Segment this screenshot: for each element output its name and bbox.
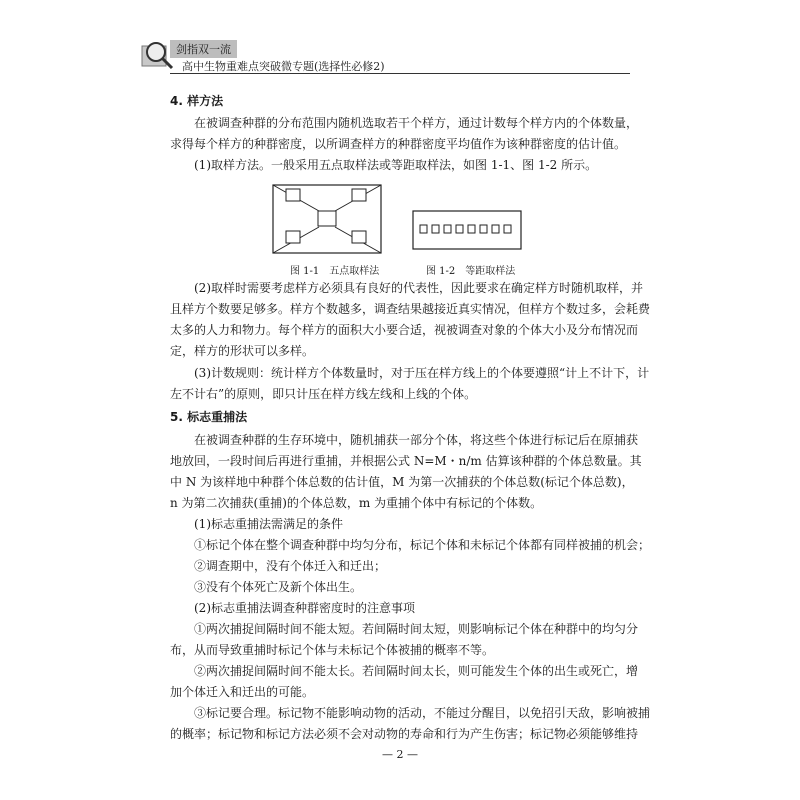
section5-cond-title: (1)标志重捕法需满足的条件 xyxy=(194,517,343,531)
section4-item3-2: 左不计右”的原则，即只计压在样方线左线和上线的个体。 xyxy=(170,387,477,401)
section4-intro-1: 在被调查种群的分布范围内随机选取若干个样方，通过计数每个样方内的个体数量， xyxy=(194,116,639,130)
section5-note1-2: 布，从而导致重捕时标记个体与未标记个体被捕的概率不等。 xyxy=(170,643,495,657)
section4-item2-2: 且样方个数要足够多。样方个数越多，调查结果越接近真实情况，但样方个数过多，会耗费 xyxy=(170,302,651,316)
section5-note1-1: ①两次捕捉间隔时间不能太短。若间隔时间太短，则影响标记个体在种群中的均匀分 xyxy=(194,622,639,636)
section4-item1: (1)取样方法。一般采用五点取样法或等距取样法，如图 1-1、图 1-2 所示。 xyxy=(194,158,598,172)
section5-cond-2: ②调查期中，没有个体迁入和迁出； xyxy=(194,559,387,573)
section4-intro-2: 求得每个样方的种群密度，以所调查样方的种群密度平均值作为该种群密度的估计值。 xyxy=(170,137,627,151)
equidistant-diagram xyxy=(412,210,522,250)
page-number: — 2 — xyxy=(382,748,418,761)
section5-intro-4: n 为第二次捕获(重捕)的个体总数，m 为重捕个体中有标记的个体数。 xyxy=(170,496,543,510)
figure-1-1 xyxy=(272,184,382,254)
section5-cond-1: ①标记个体在整个调查种群中均匀分布，标记个体和未标记个体都有同样被捕的机会； xyxy=(194,538,651,552)
section5-intro-3: 中 N 为该样地中种群个体总数的估计值，M 为第一次捕获的个体总数(标记个体总数)， xyxy=(170,475,634,489)
section5-intro-1: 在被调查种群的生存环境中，随机捕获一部分个体，将这些个体进行标记后在原捕获 xyxy=(194,433,639,447)
figure-1-2 xyxy=(412,210,522,250)
section4-title: 4. 样方法 xyxy=(170,94,224,108)
figure-1-1-caption: 图 1-1 五点取样法 xyxy=(290,266,380,277)
section4-item3-1: (3)计数规则：统计样方个体数量时，对于压在样方线上的个体要遵照“计上不计下，计 xyxy=(194,366,650,380)
section4-item2-1: (2)取样时需要考虑样方必须具有良好的代表性，因此要求在确定样方时随机取样，并 xyxy=(194,281,644,295)
series-text: 剑指双一流 xyxy=(176,43,231,56)
series-label xyxy=(170,40,237,58)
section5-title: 5. 标志重捕法 xyxy=(170,410,248,424)
section5-note-title: (2)标志重捕法调查种群密度时的注意事项 xyxy=(194,601,415,615)
section5-note2-2: 加个体迁入和迁出的可能。 xyxy=(170,685,315,699)
section5-note3-1: ③标记要合理。标记物不能影响动物的活动，不能过分醒目，以免招引天敌，影响被捕 xyxy=(194,706,651,720)
header-rule xyxy=(170,73,630,74)
section4-item2-4: 定，样方的形状可以多样。 xyxy=(170,344,315,358)
section5-note2-1: ②两次捕捉间隔时间不能太长。若间隔时间太长，则可能发生个体的出生或死亡，增 xyxy=(194,664,639,678)
book-title: 高中生物重难点突破微专题(选择性必修2) xyxy=(182,60,385,73)
section5-note3-2: 的概率；标记物和标记方法必须不会对动物的寿命和行为产生伤害；标记物必须能够维持 xyxy=(170,727,639,741)
figure-1-2-caption: 图 1-2 等距取样法 xyxy=(426,266,516,277)
section4-item2-3: 太多的人力和物力。每个样方的面积大小要合适，视被调查对象的个体大小及分布情况而 xyxy=(170,323,639,337)
section5-cond-3: ③没有个体死亡及新个体出生。 xyxy=(194,580,363,594)
section5-intro-2: 地放回，一段时间后再进行重捕，并根据公式 N=M・n/m 估算该种群的个体总数量。其 xyxy=(170,454,642,468)
five-point-diagram xyxy=(272,184,382,254)
header xyxy=(140,38,630,74)
